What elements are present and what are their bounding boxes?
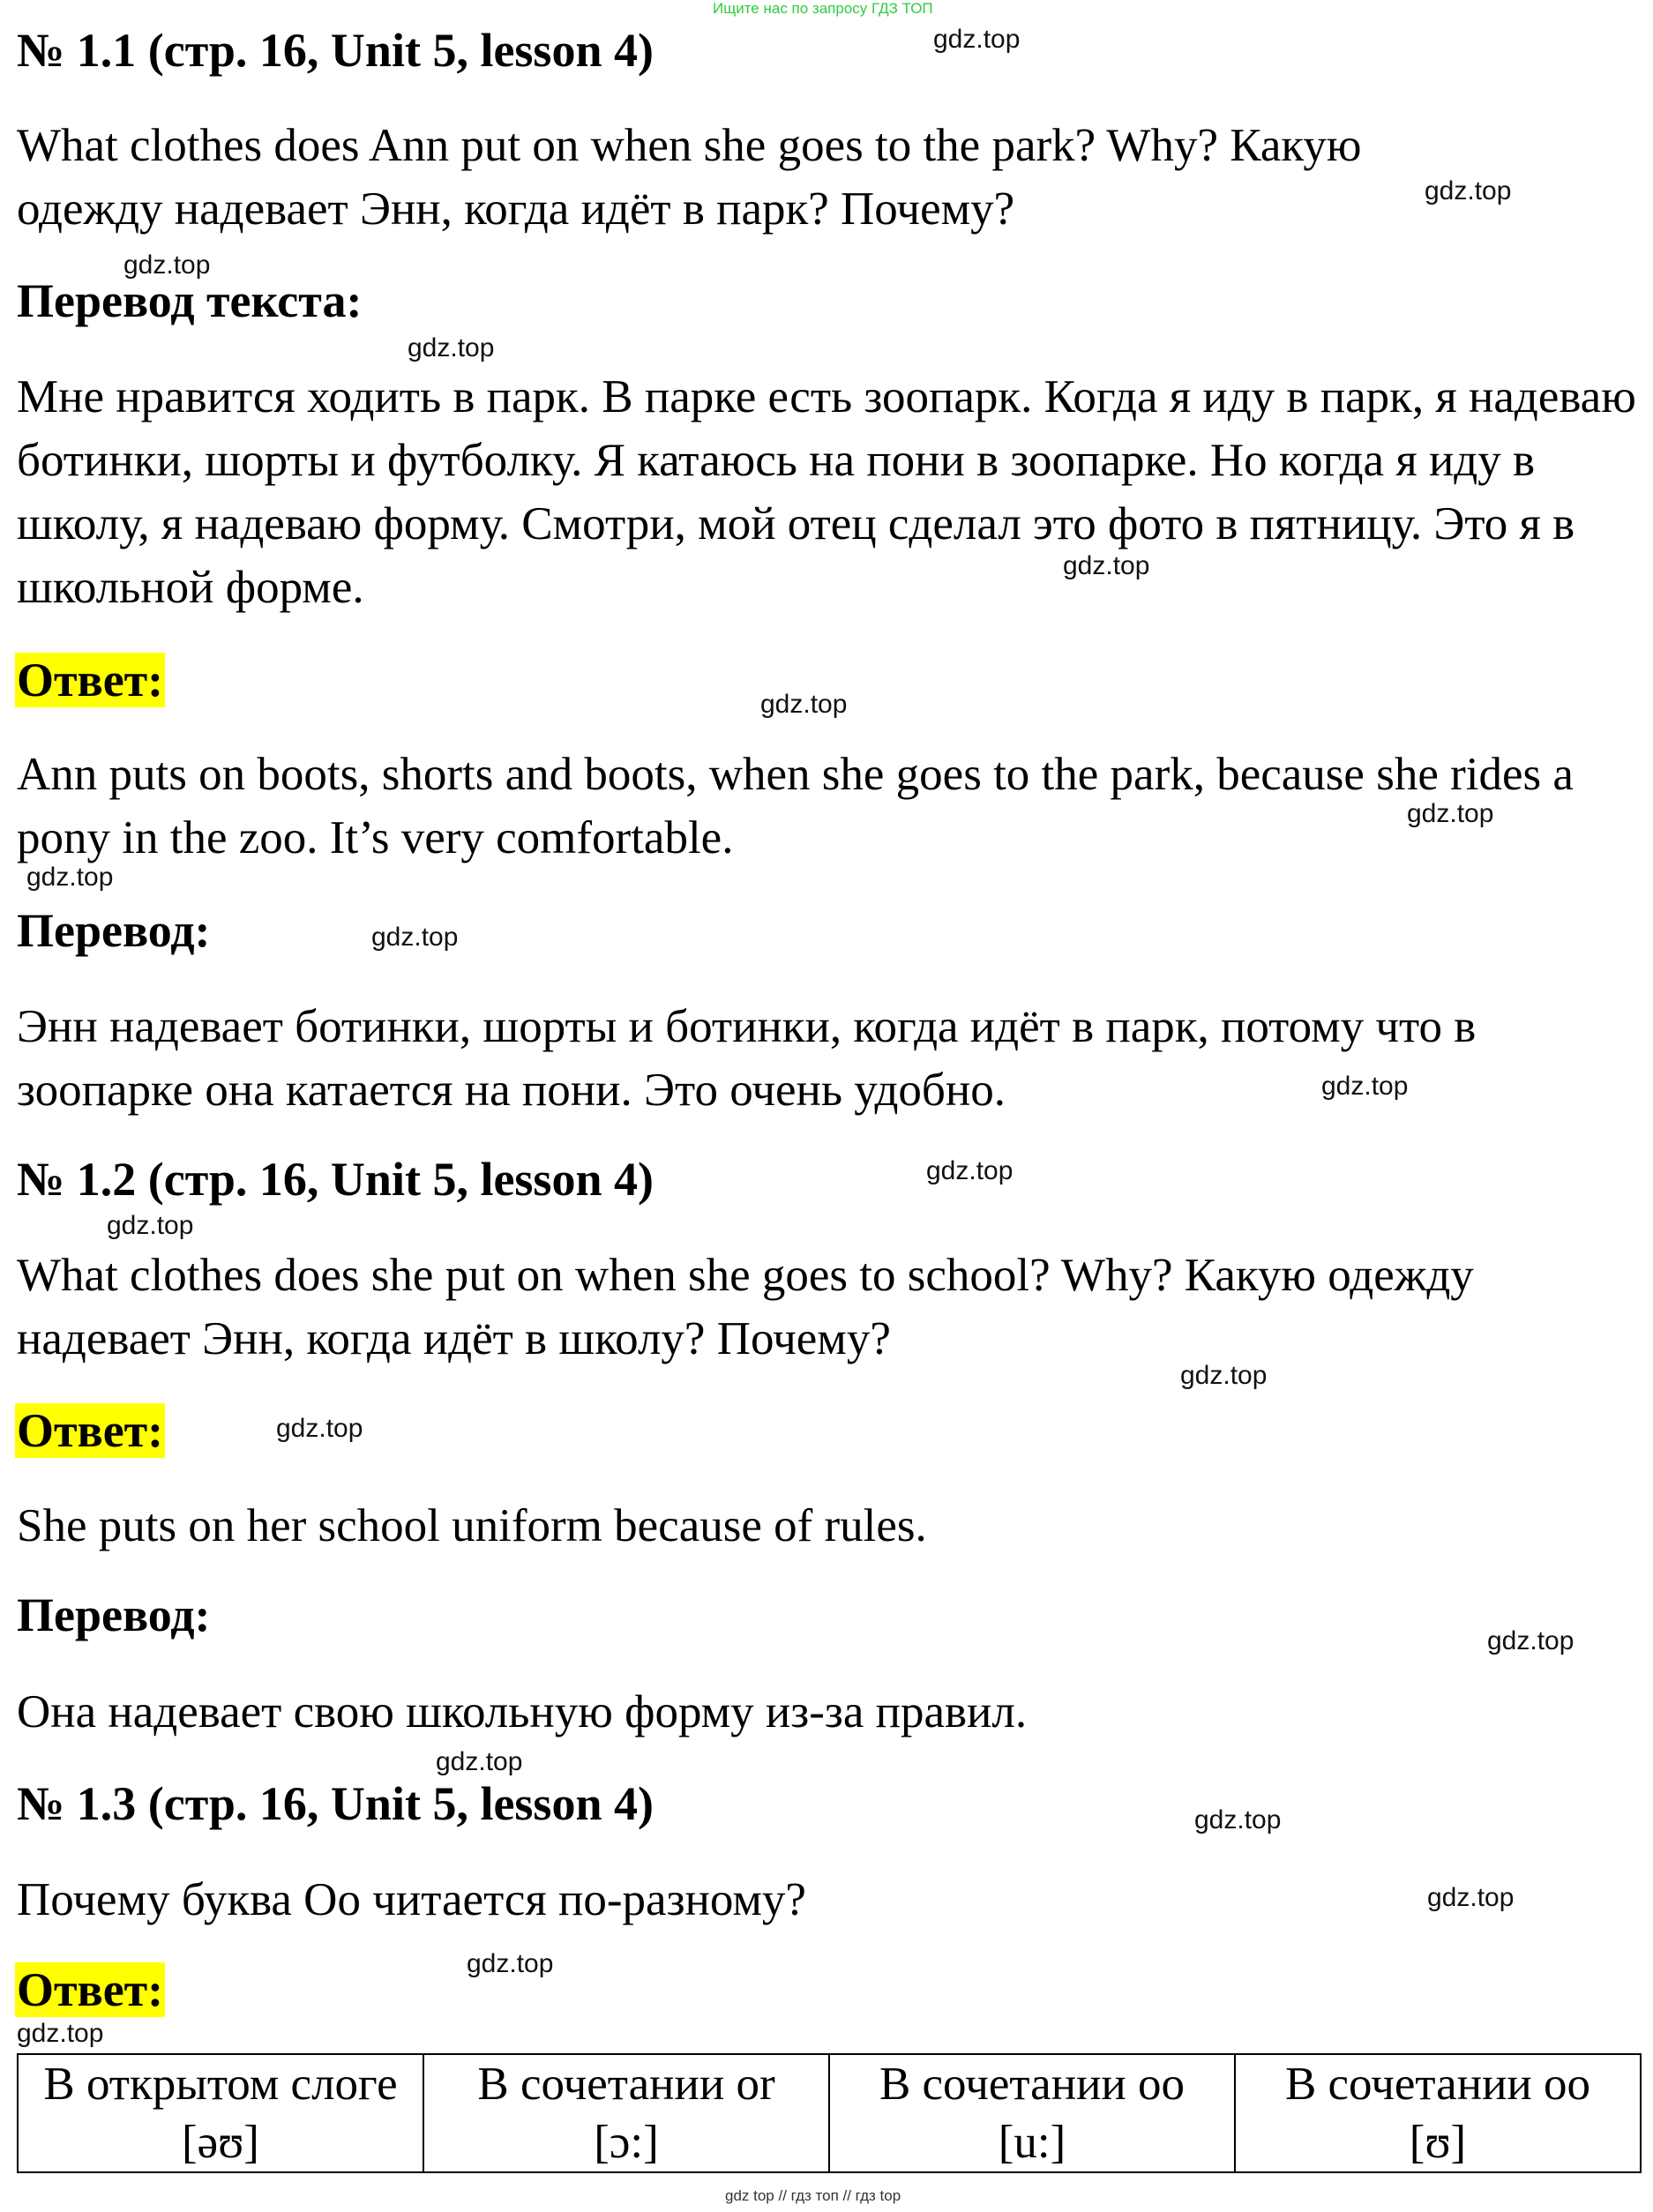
perevod-label-1-1: Перевод: bbox=[17, 904, 211, 957]
task-1-1-question-line-2: одежду надевает Энн, когда идёт в парк? Почему? bbox=[17, 183, 1015, 235]
watermark: gdz.top bbox=[1321, 1072, 1409, 1101]
cell-symbol: [ɔ:] bbox=[594, 2117, 659, 2168]
watermark: gdz.top bbox=[467, 1949, 554, 1978]
watermark: gdz.top bbox=[123, 250, 211, 280]
answer-label-1-3: Ответ: bbox=[17, 1963, 164, 2016]
watermark: gdz.top bbox=[17, 2019, 104, 2048]
cell-text: В открытом слоге [əʊ] bbox=[43, 2059, 398, 2168]
cell-symbol: [ʊ] bbox=[1409, 2117, 1467, 2168]
cell-symbol: [u:] bbox=[998, 2117, 1066, 2168]
watermark: gdz.top bbox=[26, 863, 114, 892]
task-1-1-heading: № 1.1 (стр. 16, Unit 5, lesson 4) bbox=[17, 24, 654, 77]
answer-label-1-1: Ответ: bbox=[17, 654, 164, 706]
watermark: gdz.top bbox=[436, 1747, 523, 1776]
watermark: gdz.top bbox=[1407, 799, 1494, 828]
task-1-2-heading: № 1.2 (стр. 16, Unit 5, lesson 4) bbox=[17, 1153, 654, 1206]
task-1-3-heading: № 1.3 (стр. 16, Unit 5, lesson 4) bbox=[17, 1777, 654, 1830]
watermark: gdz.top bbox=[1194, 1805, 1282, 1835]
answer-text-1-2: She puts on her school uniform because of rules. bbox=[17, 1500, 927, 1551]
watermark: gdz.top bbox=[1180, 1361, 1268, 1390]
table-cell-oo-short bbox=[1235, 2054, 1641, 2172]
watermark: gdz.top bbox=[408, 333, 495, 362]
perevod-text-1-1: Энн надевает ботинки, шорты и ботинки, когда идёт в парк, потому что в зоопарке она катается на пони. Это очень удобно. bbox=[17, 1001, 1477, 1116]
watermark: gdz.top bbox=[1427, 1883, 1515, 1912]
watermark: gdz.top bbox=[371, 923, 459, 952]
cell-text: В сочетании oo bbox=[879, 2059, 1186, 2110]
translation-text-label: Перевод текста: bbox=[17, 274, 363, 327]
phonetics-table bbox=[17, 2053, 1642, 2173]
task-1-2-question: What clothes does she put on when she goes to school? Why? Какую одежду надевает Энн, когда идёт в школу? Почему? bbox=[17, 1250, 1474, 1364]
watermark: gdz.top bbox=[1487, 1626, 1574, 1655]
table-cell-oo-long bbox=[829, 2054, 1235, 2172]
footer-note: gdz top // гдз топ // гдз top bbox=[725, 2187, 901, 2204]
watermark: gdz.top bbox=[926, 1156, 1013, 1185]
watermark: gdz.top bbox=[1063, 551, 1150, 580]
cell-text: В сочетании oo bbox=[1284, 2059, 1591, 2110]
table-row bbox=[18, 2054, 1641, 2172]
task-1-1-question-line-1: What clothes does Ann put on when she goes to the park? Why? Какую bbox=[17, 120, 1362, 171]
top-search-note: Ищите нас по запросу ГДЗ ТОП bbox=[713, 0, 933, 17]
watermark: gdz.top bbox=[933, 25, 1021, 54]
translation-text: Мне нравится ходить в парк. В парке есть зоопарк. Когда я иду в парк, я надеваю ботинки, шорты и футболку. Я катаюсь на пони в зоопарке. Но когда я иду в школу, я надеваю форму. Смотри, мой отец сделал это фото в пятницу. Это я в школьной форме. bbox=[17, 371, 1636, 613]
answer-label-1-2: Ответ: bbox=[17, 1404, 164, 1457]
table-cell-open-syllable bbox=[18, 2054, 423, 2172]
perevod-label-1-2: Перевод: bbox=[17, 1588, 211, 1641]
table-cell-or bbox=[423, 2054, 829, 2172]
watermark: gdz.top bbox=[276, 1414, 363, 1443]
watermark: gdz.top bbox=[107, 1211, 194, 1240]
watermark: gdz.top bbox=[760, 690, 848, 719]
answer-text-1-1: Ann puts on boots, shorts and boots, when she goes to the park, because she rides a pony in the zoo. It’s very comfortable. bbox=[17, 749, 1574, 863]
cell-text: В сочетании or bbox=[477, 2059, 775, 2110]
watermark: gdz.top bbox=[1425, 176, 1512, 206]
perevod-text-1-2: Она надевает свою школьную форму из-за правил. bbox=[17, 1686, 1028, 1737]
task-1-3-question: Почему буква Оо читается по-разному? bbox=[17, 1874, 806, 1925]
